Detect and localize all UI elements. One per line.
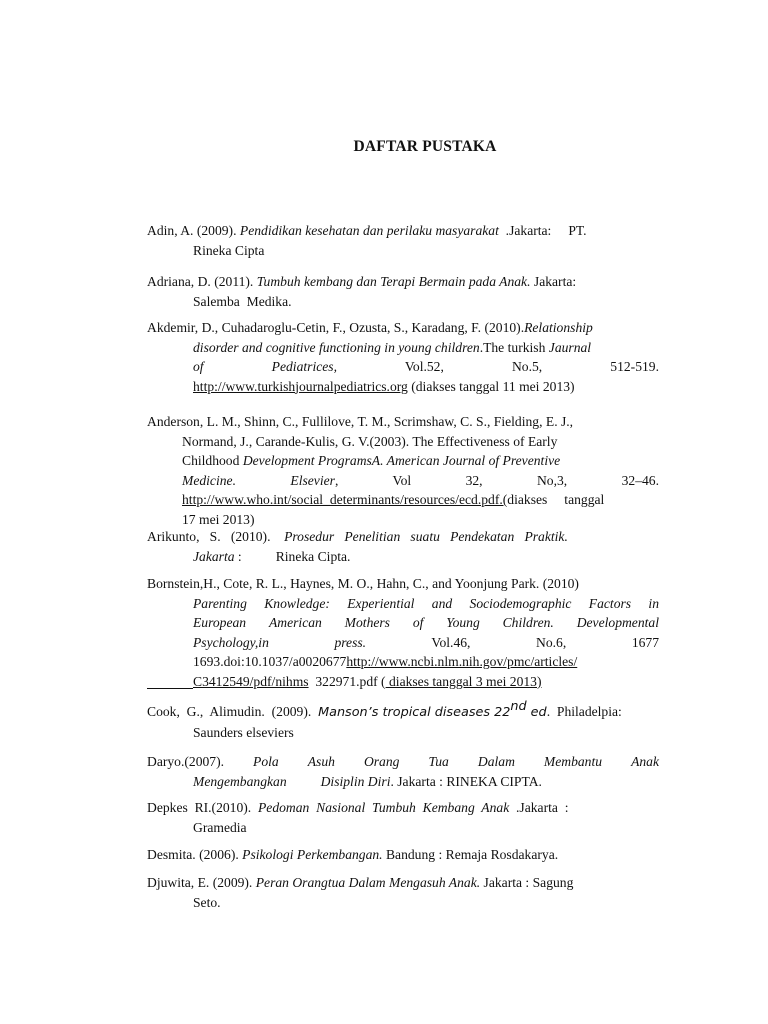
ref-line: Parenting Knowledge: Experiential and Sociodemographic Factors in [193, 595, 659, 611]
ref-title: Mengembangkan Disiplin Diri [193, 773, 391, 789]
underline-rule [147, 688, 193, 689]
url-link[interactable]: http://www.who.int/social_determinants/resources/ecd.pdf.( [182, 492, 508, 507]
ref-line: Adin, A. (2009). Pendidikan kesehatan dan perilaku masyarakat .Jakarta: PT. [147, 223, 587, 238]
ref-line: Medicine. Elsevier, Vol 32, No,3, 32–46. [182, 472, 659, 488]
url-link[interactable]: http://www.turkishjournalpediatrics.org [193, 378, 408, 394]
ref-title: Psikologi Perkembangan. [242, 847, 383, 862]
ref-line: Saunders elseviers [193, 724, 294, 740]
ref-line: Adriana, D. (2011). Tumbuh kembang dan Terapi Bermain pada Anak. Jakarta: [147, 274, 577, 289]
ref-line: 1693.doi:10.1037/a0020677http://www.ncbi.nlm.nih.gov/pmc/articles/ [193, 654, 578, 669]
reference-depkes [147, 798, 659, 837]
ref-line: Desmita. (2006). Psikologi Perkembangan. Bandung : Remaja Rosdakarya. [147, 847, 559, 862]
ref-line: http://www.turkishjournalpediatrics.org (diakses tanggal 11 mei 2013) [193, 378, 575, 394]
reference-bornstein [147, 574, 659, 691]
ref-line: Akdemir, D., Cuhadaroglu-Cetin, F., Ozusta, S., Karadang, F. (2010).Relationship [147, 320, 593, 335]
ref-title: Peran Orangtua Dalam Mengasuh Anak. [255, 875, 481, 890]
ref-title: Tumbuh kembang dan Terapi Bermain pada Anak. [256, 274, 531, 289]
reference-desmita [147, 845, 659, 865]
ref-title: Pendidikan kesehatan dan perilaku masyarakat [239, 223, 499, 238]
reference-arikunto [147, 527, 659, 566]
ref-line: Childhood Development ProgramsA. American Journal of Preventive [182, 453, 561, 468]
ref-title: Development ProgramsA. American Journal of Preventive [242, 453, 561, 468]
ref-title: Manson’s tropical diseases 22 [318, 705, 511, 720]
ref-title: Pedoman Nasional Tumbuh Kembang Anak [258, 800, 510, 815]
ref-line: Daryo.(2007). Pola Asuh Orang Tua Dalam Membantu Anak [147, 754, 659, 769]
page-title: DAFTAR PUSTAKA [353, 138, 497, 155]
ref-line: Cook, G., Alimudin. (2009). Manson’s tropical diseases 22nd ed. Philadelpia: [147, 699, 622, 720]
ref-line: http://www.who.int/social_determinants/resources/ecd.pdf.(diakses tanggal [182, 492, 605, 507]
reference-cook [147, 699, 659, 742]
ref-line: Mengembangkan Disiplin Diri. Jakarta : RINEKA CIPTA. [193, 773, 542, 789]
ref-line: European American Mothers of Young Children. Developmental [193, 615, 659, 630]
ref-line: Salemba Medika. [193, 293, 292, 309]
ref-line: Normand, J., Carande-Kulis, G. V.(2003). The Effectiveness of Early [182, 433, 558, 449]
ref-title: Prosedur Penelitian suatu Pendekatan Praktik. [284, 529, 568, 544]
ref-line: Gramedia [193, 819, 247, 835]
ref-line: disorder and cognitive functioning in young children.The turkish Jaurnal [193, 339, 592, 355]
ref-line: Bornstein,H., Cote, R. L., Haynes, M. O., Hahn, C., and Yoonjung Park. (2010) [147, 576, 579, 591]
ref-line: 17 mei 2013) [182, 511, 255, 527]
ref-line: Psychology,in press. Vol.46, No.6, 1677 [193, 634, 659, 650]
reference-djuwita [147, 873, 659, 912]
url-link[interactable]: C3412549/pdf/nihms [193, 673, 309, 689]
ref-line: of Pediatrices, Vol.52, No.5, 512-519. [193, 359, 659, 374]
reference-daryo [147, 752, 659, 791]
ref-title: disorder and cognitive functioning in young children [193, 339, 480, 355]
ref-line: Depkes RI.(2010). Pedoman Nasional Tumbuh Kembang Anak .Jakarta : [147, 800, 569, 815]
reference-anderson [147, 412, 659, 529]
reference-adriana [147, 272, 659, 311]
url-link[interactable]: http://www.ncbi.nlm.nih.gov/pmc/articles/ [346, 654, 578, 669]
reference-adin [147, 221, 659, 260]
ref-line: Arikunto, S. (2010). Prosedur Penelitian suatu Pendekatan Praktik. [147, 529, 568, 544]
ref-line: Rineka Cipta [193, 242, 265, 258]
ref-line: Jakarta : Rineka Cipta. [193, 548, 351, 564]
ref-line: Anderson, L. M., Shinn, C., Fullilove, T. M., Scrimshaw, C. S., Fielding, E. J., [147, 414, 574, 429]
ref-line: C3412549/pdf/nihms 322971.pdf ( diakses tanggal 3 mei 2013) [193, 673, 542, 689]
reference-akdemir [147, 318, 659, 396]
ref-line: Seto. [193, 894, 221, 910]
ref-line: Djuwita, E. (2009). Peran Orangtua Dalam Mengasuh Anak. Jakarta : Sagung [147, 875, 574, 890]
